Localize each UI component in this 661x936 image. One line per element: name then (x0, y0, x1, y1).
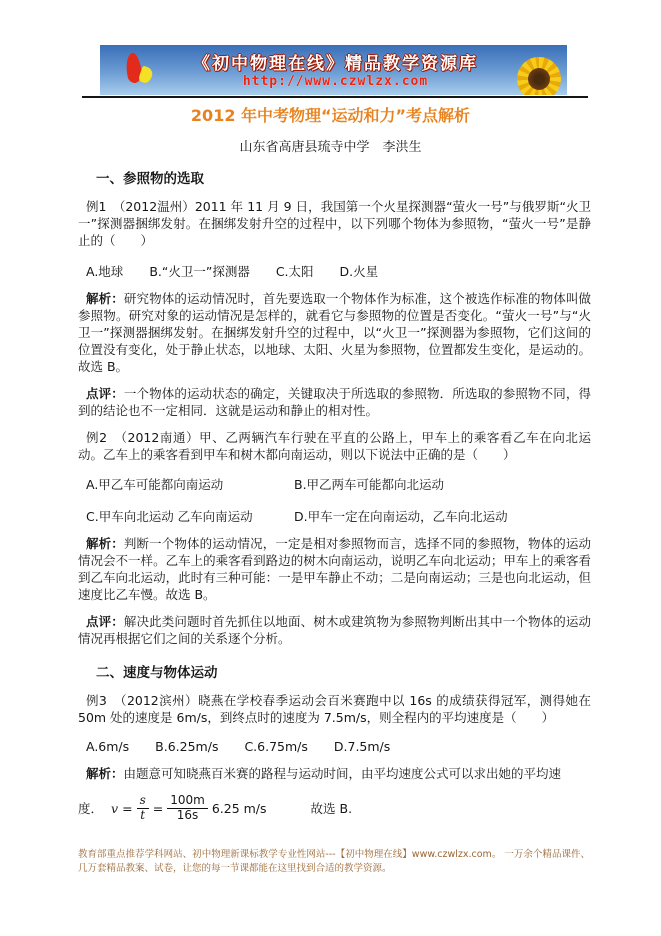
option-d: D.火星 (339, 264, 379, 279)
option-b: B.6.25m/s (155, 739, 219, 754)
example3-text: 例3 （2012滨州）晓燕在学校春季运动会百米赛跑中以 16s 的成绩获得冠军，测得她在 50m 处的速度是 6m/s，到终点时的速度为 7.5m/s，则全程内的平均速度是（ ） (78, 693, 591, 725)
option-d: D.7.5m/s (333, 739, 391, 754)
fraction-denominator: t (140, 807, 146, 822)
example1-options (78, 263, 591, 280)
section2-heading: 二、速度与物体运动 (96, 665, 218, 681)
formula-v: v (111, 800, 119, 816)
formula-result: 6.25 m/s (211, 800, 267, 816)
comment-label: 点评： (86, 614, 124, 629)
fraction-100m-16s (167, 794, 208, 823)
sunflower-core (528, 68, 550, 90)
analysis2-paragraph (78, 535, 591, 603)
formula-line (78, 788, 591, 828)
analysis-label: 解析： (86, 291, 124, 306)
example2-text: 例2 （2012南通）甲、乙两辆汽车行驶在平直的公路上，甲车上的乘客看乙车在向北运动。乙车上的乘客看到甲车和树木都向南运动，则以下说法中正确的是（ ） (78, 430, 591, 462)
comment1-text: 一个物体的运动状态的确定，关键取决于所选取的参照物．所选取的参照物不同，得到的结论也不一定相同．这就是运动和静止的相对性。 (78, 386, 591, 418)
header-divider (82, 96, 588, 98)
comment-label: 点评： (86, 386, 124, 401)
site-banner (100, 45, 567, 95)
answer-conclusion: 故选 B. (310, 800, 353, 816)
section1-heading: 一、参照物的选取 (96, 171, 204, 187)
option-b: B.甲乙两车可能都向北运动 (294, 477, 445, 492)
banner-title: 《初中物理在线》精品教学资源库 (193, 53, 478, 74)
site-logo-icon (100, 45, 160, 95)
comment2-text: 解决此类问题时首先抓住以地面、树木或建筑物为参照物判断出其中一个物体的运动情况再根据它们之间的关系逐个分析。 (78, 614, 591, 646)
analysis-label: 解析： (86, 766, 124, 781)
analysis1-paragraph (78, 290, 591, 375)
footer-text: 教育部重点推荐学科网站、初中物理新课标教学专业性网站---【初中物理在线】www.czwlzx.com。 一万余个精品课件、几万套精品教案、试卷，让您的每一节课都能在这里找到合适的教学资源。 (78, 849, 590, 874)
example1-text: 例1 （2012温州）2011 年 11 月 9 日，我国第一个火星探测器“萤火一号”与俄罗斯“火卫一”探测器捆绑发射。在捆绑发射升空的过程中，以下列哪个物体为参照物，“萤火一号”是静止的（ ） (78, 199, 591, 248)
option-a: A.甲乙车可能都向南运动 (86, 477, 224, 492)
sunflower-icon (511, 45, 567, 95)
option-a: A.地球 (86, 264, 124, 279)
document-body (0, 162, 661, 828)
analysis1-text: 研究物体的运动情况时，首先要选取一个物体作为标准，这个被选作标准的物体叫做参照物。研究对象的运动情况是怎样的，就看它与参照物的位置是否变化。“萤火一号”与“火卫一”探测器捆绑发射。在捆绑发射升空的过程中，以“火卫一”探测器为参照物，它们这间的位置没有变化，处于静止状态，以地球、太阳、火星为参照物，位置都发生变化，是运动的。故选 B。 (78, 291, 591, 374)
option-c: C.太阳 (275, 264, 314, 279)
comment1-paragraph (78, 385, 591, 419)
analysis-label: 解析： (86, 536, 124, 551)
equals-sign: = (152, 800, 164, 816)
example3-options (78, 738, 591, 755)
option-b: B.“火卫一”探测器 (149, 264, 250, 279)
analysis3-text: 由题意可知晓燕百米赛的路程与运动时间，由平均速度公式可以求出她的平均速 (123, 766, 562, 781)
option-c: C.6.75m/s (244, 739, 308, 754)
banner-url-link[interactable]: http://www.czwlzx.com (242, 74, 429, 90)
example2-options (78, 476, 591, 525)
analysis2-text: 判断一个物体的运动情况，一定是相对参照物而言，选择不同的参照物，物体的运动情况会不一样。乙车上的乘客看到路边的树木向南运动，说明乙车向北运动；甲车上的乘客看到乙车向北运动，此时有三种可能：一是甲车静止不动；二是向南运动；三是也向北运动，但速度比乙车慢。故选 B。 (78, 536, 591, 602)
comment2-paragraph (78, 613, 591, 647)
fraction-numerator: 100m (167, 794, 208, 809)
page-title: 2012 年中考物理“运动和力”考点解析 (190, 106, 471, 125)
option-a: A.6m/s (86, 739, 130, 754)
fraction-denominator: 16s (176, 807, 199, 822)
option-c: C.甲车向北运动 乙车向南运动 (86, 509, 253, 524)
banner-text (160, 51, 511, 90)
author-line: 山东省高唐县琉寺中学 李洪生 (239, 140, 422, 155)
analysis3-paragraph (78, 765, 591, 782)
fraction-numerator: s (137, 794, 149, 809)
analysis3-text-cont: 度． (78, 800, 104, 816)
option-d: D.甲车一定在向南运动，乙车向北运动 (294, 509, 508, 524)
velocity-formula (111, 794, 267, 823)
fraction-s-t (137, 794, 149, 823)
equals-sign: = (122, 800, 133, 816)
